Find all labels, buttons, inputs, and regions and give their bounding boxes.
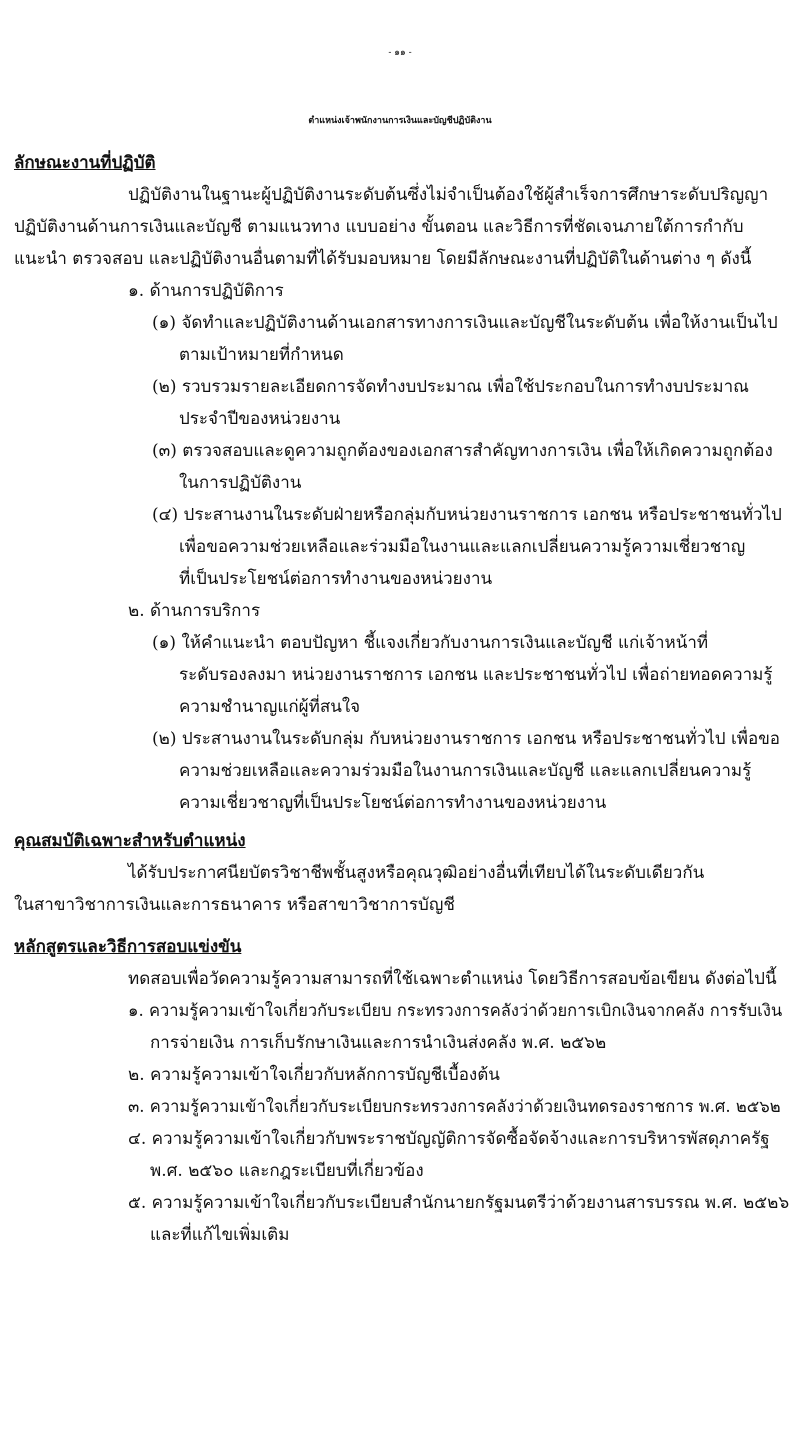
- exam-item: ๔. ความรู้ความเข้าใจเกี่ยวกับพระราชบัญญัติการจัดซื้อจัดจ้างและการบริหารพัสดุภาครัฐ: [128, 1129, 770, 1149]
- exam-item-continuation: การจ่ายเงิน การเก็บรักษาเงินและการนำเงินส่งคลัง พ.ศ. ๒๕๖๒: [150, 1033, 607, 1053]
- operations-item-continuation: เพื่อขอความช่วยเหลือและร่วมมือในงานและแลกเปลี่ยนความรู้ความเชี่ยวชาญ: [179, 537, 746, 557]
- exam-item-continuation: และที่แก้ไขเพิ่มเติม: [150, 1225, 290, 1245]
- services-item-continuation: ความชำนาญแก่ผู้ที่สนใจ: [179, 697, 361, 717]
- page-number: - ๑๑ -: [388, 48, 412, 58]
- exam-intro: ทดสอบเพื่อวัดความรู้ความสามารถที่ใช้เฉพาะตำแหน่ง โดยวิธีการสอบข้อเขียน ดังต่อไปนี้: [128, 969, 777, 989]
- operations-item: (๑) จัดทำและปฏิบัติงานด้านเอกสารทางการเงินและบัญชีในระดับต้น เพื่อให้งานเป็นไป: [152, 313, 778, 333]
- services-item-continuation: ระดับรองลงมา หน่วยงานราชการ เอกชน และประชาชนทั่วไป เพื่อถ่ายทอดความรู้: [179, 665, 773, 685]
- exam-item: ๑. ความรู้ความเข้าใจเกี่ยวกับระเบียบ กระทรวงการคลังว่าด้วยการเบิกเงินจากคลัง การรับเงิน: [128, 1001, 783, 1020]
- operations-item: (๔) ประสานงานในระดับฝ่ายหรือกลุ่มกับหน่วยงานราชการ เอกชน หรือประชาชนทั่วไป: [152, 505, 782, 525]
- qualifications-line: ในสาขาวิชาการเงินและการธนาคาร หรือสาขาวิชาการบัญชี: [14, 895, 455, 915]
- operations-item: (๓) ตรวจสอบและดูความถูกต้องของเอกสารสำคัญทางการเงิน เพื่อให้เกิดความถูกต้อง: [152, 441, 773, 461]
- operations-item: (๒) รวบรวมรายละเอียดการจัดทำงบประมาณ เพื่อใช้ประกอบในการทำงบประมาณ: [152, 377, 749, 397]
- subsection-heading-operations: ๑. ด้านการปฏิบัติการ: [128, 281, 284, 301]
- subsection-heading-services: ๒. ด้านการบริการ: [128, 601, 261, 621]
- exam-item: ๕. ความรู้ความเข้าใจเกี่ยวกับระเบียบสำนักนายกรัฐมนตรีว่าด้วยงานสารบรรณ พ.ศ. ๒๕๒๖: [128, 1193, 790, 1213]
- services-item-continuation: ความช่วยเหลือและความร่วมมือในงานการเงินและบัญชี และแลกเปลี่ยนความรู้: [179, 761, 752, 781]
- section-heading-qualifications: คุณสมบัติเฉพาะสำหรับตำแหน่ง: [14, 831, 246, 851]
- exam-item-continuation: พ.ศ. ๒๕๖๐ และกฎระเบียบที่เกี่ยวข้อง: [150, 1161, 424, 1181]
- operations-item-continuation: ตามเป้าหมายที่กำหนด: [179, 345, 344, 365]
- duties-intro-line: ปฏิบัติงานด้านการเงินและบัญชี ตามแนวทาง แบบอย่าง ขั้นตอน และวิธีการที่ชัดเจนภายใต้การกำกับ: [14, 217, 744, 237]
- exam-item: ๒. ความรู้ความเข้าใจเกี่ยวกับหลักการบัญชีเบื้องต้น: [128, 1065, 500, 1085]
- exam-item: ๓. ความรู้ความเข้าใจเกี่ยวกับระเบียบกระทรวงการคลังว่าด้วยเงินทดรองราชการ พ.ศ. ๒๕๖๒: [128, 1097, 781, 1116]
- section-heading-duties: ลักษณะงานที่ปฏิบัติ: [14, 153, 156, 173]
- qualifications-line: ได้รับประกาศนียบัตรวิชาชีพชั้นสูงหรือคุณวุฒิอย่างอื่นที่เทียบได้ในระดับเดียวกัน: [128, 863, 705, 883]
- duties-intro-line: ปฏิบัติงานในฐานะผู้ปฏิบัติงานระดับต้นซึ่งไม่จำเป็นต้องใช้ผู้สำเร็จการศึกษาระดับปริญญา: [128, 185, 769, 205]
- operations-item-continuation: ที่เป็นประโยชน์ต่อการทำงานของหน่วยงาน: [179, 569, 493, 589]
- operations-item-continuation: ในการปฏิบัติงาน: [179, 473, 302, 493]
- section-heading-exam: หลักสูตรและวิธีการสอบแข่งขัน: [14, 937, 242, 957]
- duties-intro-line: แนะนำ ตรวจสอบ และปฏิบัติงานอื่นตามที่ได้รับมอบหมาย โดยมีลักษณะงานที่ปฏิบัติในด้านต่าง ๆ ดังนี้: [14, 249, 752, 269]
- operations-item-continuation: ประจำปีของหน่วยงาน: [179, 409, 341, 429]
- services-item: (๒) ประสานงานในระดับกลุ่ม กับหน่วยงานราชการ เอกชน หรือประชาชนทั่วไป เพื่อขอ: [152, 729, 781, 749]
- page-title: ตำแหน่งเจ้าพนักงานการเงินและบัญชีปฏิบัติงาน: [308, 116, 492, 126]
- services-item-continuation: ความเชี่ยวชาญที่เป็นประโยชน์ต่อการทำงานของหน่วยงาน: [179, 793, 607, 813]
- services-item: (๑) ให้คำแนะนำ ตอบปัญหา ชี้แจงเกี่ยวกับงานการเงินและบัญชี แก่เจ้าหน้าที่: [152, 633, 709, 653]
